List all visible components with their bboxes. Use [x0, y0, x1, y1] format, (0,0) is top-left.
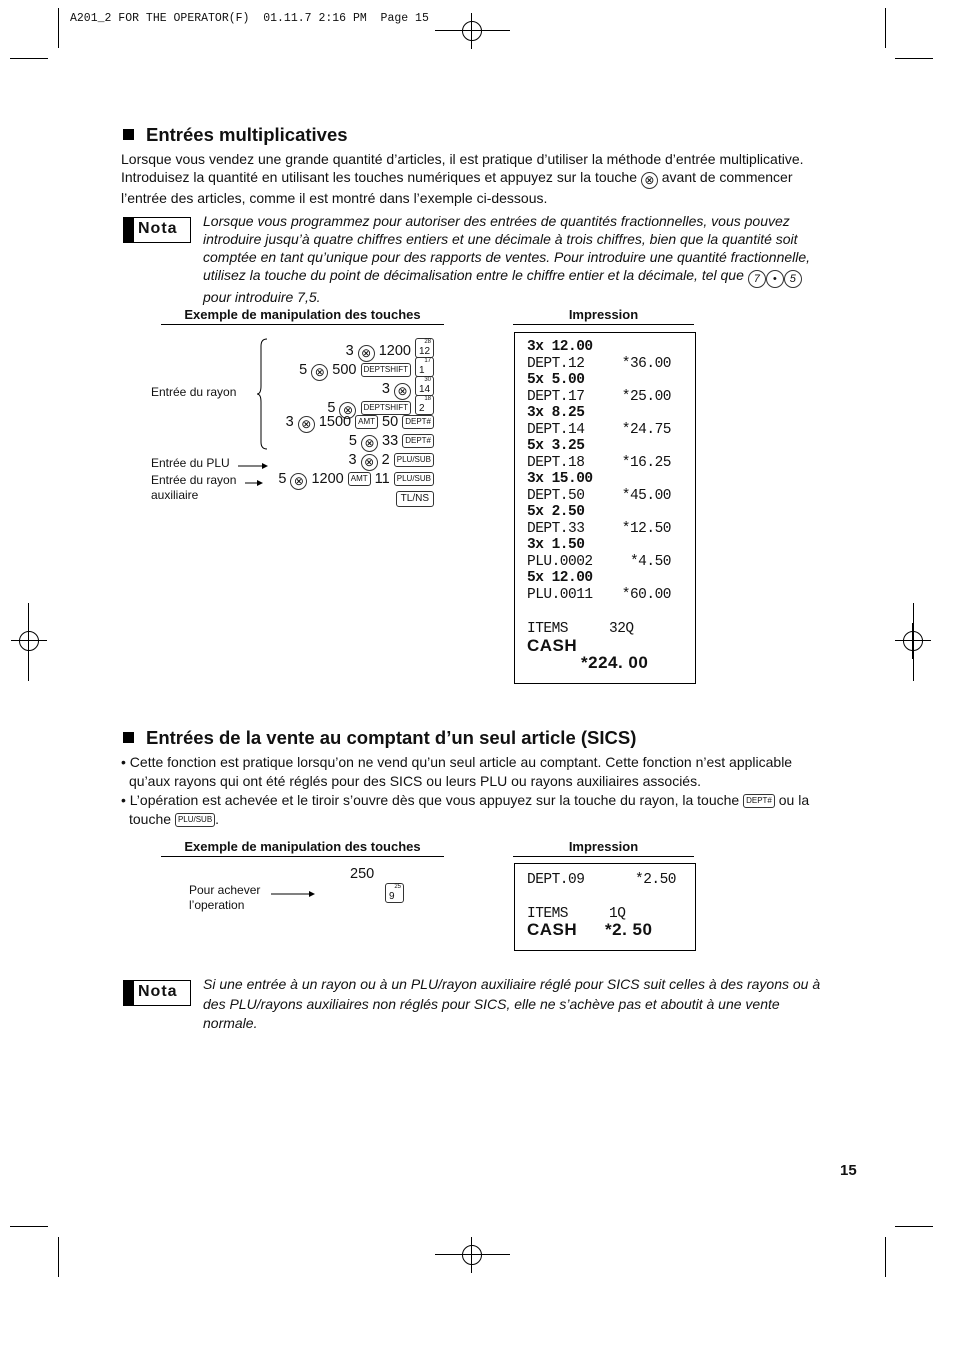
key-num: 2	[419, 403, 425, 414]
crop-mark	[913, 603, 914, 681]
nota-label: Nota	[138, 220, 178, 237]
qty: 5	[348, 433, 357, 449]
key-line	[278, 471, 434, 490]
receipt-line: PLU.0011	[527, 586, 593, 603]
multiply-key-icon: ⊗	[361, 454, 378, 471]
multiply-key-icon: ⊗	[298, 416, 315, 433]
label-line: l’operation	[189, 898, 245, 912]
receipt-line: 5x 3.25	[527, 438, 585, 454]
plu-sub-key-icon: PLU/SUB	[394, 472, 434, 486]
key-sup: 28	[424, 339, 431, 345]
paragraph-line: l’entrée des articles, comme il est montré dans l’exemple ci-dessous.	[121, 190, 548, 206]
nota-line: Si une entrée à un rayon ou à un PLU/rayon auxiliaire réglé pour SICS suit celles à des rayons ou à	[203, 976, 821, 992]
print-header: Impression	[513, 307, 694, 325]
nota-text	[203, 975, 853, 1034]
nota-line: introduire jusqu’à quatre chiffres entiers et une décimale à trois chiffres, bien que la quantité soit	[203, 231, 798, 247]
receipt-line: DEPT.14	[527, 421, 585, 438]
code: 2	[381, 452, 390, 468]
key-line	[396, 491, 434, 507]
print-header: Impression	[513, 839, 694, 857]
dept-key-icon	[415, 376, 434, 396]
label-plu-entry: Entrée du PLU	[151, 456, 230, 470]
arrow-icon	[271, 886, 317, 904]
nota-badge	[123, 217, 191, 243]
registration-mark-icon	[11, 623, 47, 659]
key-sup: 17	[424, 358, 431, 364]
nota-line: comptée en tant qu’unique pour des rapports de ventes. Pour introduire une quantité fractionnelle,	[203, 249, 811, 265]
key-sup: 18	[424, 396, 431, 402]
section-title-text: Entrées multiplicatives	[146, 124, 348, 145]
key-line	[286, 414, 434, 433]
key-example-header: Exemple de manipulation des touches	[161, 307, 444, 325]
multiply-key-icon: ⊗	[358, 345, 375, 362]
receipt-amount: *16.25	[621, 454, 671, 471]
amt-key-icon: AMT	[348, 472, 371, 486]
bullet-square-icon	[123, 732, 134, 743]
nota-badge	[123, 980, 191, 1006]
crop-mark	[895, 58, 933, 59]
key-sequence	[262, 336, 434, 516]
crop-mark	[10, 1226, 48, 1227]
nota-line	[203, 266, 843, 288]
paragraph-line: Lorsque vous vendez une grande quantité d’articles, il est pratique d’utiliser la méthode d’entrée multiplicative.	[121, 151, 804, 167]
receipt-line: 5x 12.00	[527, 570, 593, 586]
crop-mark	[895, 1226, 933, 1227]
key-7-icon: 7	[748, 270, 766, 288]
crop-mark	[885, 8, 886, 48]
receipt-line: 5x 2.50	[527, 504, 585, 520]
receipt-2	[514, 863, 696, 951]
multiply-key-icon: ⊗	[361, 435, 378, 452]
bullet-line: qu’aux rayons qui ont été réglés pour des SICS ou leurs PLU ou rayons auxiliaires associés.	[129, 773, 701, 789]
price: 500	[332, 362, 357, 378]
code: 11	[374, 471, 390, 487]
dept-key-icon	[415, 357, 434, 377]
dept-code-key-icon: DEPT#	[743, 794, 775, 808]
receipt-line: DEPT.12	[527, 355, 585, 372]
qty: 3	[381, 381, 390, 397]
price: 1500	[318, 414, 352, 430]
dept-key-icon	[415, 338, 434, 358]
amt-key-icon: AMT	[355, 415, 378, 429]
nota-line-text: utilisez la touche du point de décimalisation entre le chiffre entier et la décimale, tel que	[203, 267, 744, 283]
key-num: 12	[419, 346, 431, 357]
receipt-amount: *36.00	[621, 355, 671, 372]
multiply-key-icon: ⊗	[290, 473, 307, 490]
receipt-cash-total: *2. 50	[605, 920, 653, 939]
receipt-line: DEPT.17	[527, 388, 585, 405]
label-finish	[189, 883, 260, 913]
paragraph-text: Introduisez la quantité en utilisant les touches numériques et appuyez sur la touche	[121, 169, 637, 185]
crop-mark	[58, 8, 59, 48]
qty: 3	[345, 343, 354, 359]
receipt-line: DEPT.50	[527, 487, 585, 504]
registration-mark-icon	[454, 1237, 490, 1273]
multiply-key-icon: ⊗	[339, 402, 356, 419]
receipt-amount: *24.75	[621, 421, 671, 438]
qty: 3	[348, 452, 357, 468]
section-title-text: Entrées de la vente au comptant d’un seul article (SICS)	[146, 727, 637, 748]
price: 1200	[311, 471, 344, 487]
print-header-line: A201_2 FOR THE OPERATOR(F) 01.11.7 2:16 PM Page 15	[70, 12, 429, 25]
key-sup: 25	[394, 884, 401, 890]
paragraph-text: avant de commencer	[661, 169, 793, 185]
nota-line: normale.	[203, 1015, 258, 1031]
label-line: Entrée du rayon	[151, 473, 237, 487]
sics-bullets	[121, 753, 841, 829]
paragraph-line	[121, 168, 841, 189]
key-line	[349, 433, 434, 452]
crop-mark	[28, 603, 29, 681]
key-point-icon: •	[766, 270, 784, 288]
section-title	[123, 124, 348, 146]
receipt-amount: *12.50	[621, 520, 671, 537]
crop-mark	[885, 1237, 886, 1277]
receipt-line: DEPT.18	[527, 454, 585, 471]
nota-line: pour introduire 7,5.	[203, 289, 321, 305]
label-aux-entry	[151, 473, 236, 503]
receipt-items: ITEMS 32Q	[527, 621, 634, 637]
receipt-amount: *2.50	[635, 872, 677, 888]
qty: 5	[278, 471, 287, 487]
dept-code-key-icon: DEPT#	[402, 415, 434, 429]
key-num: 9	[389, 891, 395, 902]
multiply-key-icon: ⊗	[641, 172, 658, 189]
bullet-text: touche	[129, 811, 172, 827]
intro-paragraph	[121, 150, 841, 207]
nota-line: Lorsque vous programmez pour autoriser des entrées de quantités fractionnelles, vous pouvez	[203, 213, 790, 229]
page-number: 15	[840, 1162, 857, 1179]
nota-label: Nota	[138, 983, 178, 1000]
dept-9-key	[385, 883, 404, 905]
deptshift-key-icon: DEPTSHIFT	[361, 401, 411, 415]
key-sup: 30	[424, 377, 431, 383]
key-5-icon: 5	[784, 270, 802, 288]
crop-mark	[58, 1237, 59, 1277]
price: 1200	[378, 343, 411, 359]
receipt-amount: *25.00	[621, 388, 671, 405]
qty: 5	[327, 400, 336, 416]
receipt-cash-label: CASH	[527, 920, 578, 939]
key-num: 14	[419, 384, 431, 395]
amount: 250	[350, 866, 375, 882]
deptshift-key-icon: DEPTSHIFT	[361, 363, 411, 377]
receipt-line: 3x 15.00	[527, 471, 593, 487]
receipt-line: 3x 8.25	[527, 405, 585, 421]
receipt-line: DEPT.33	[527, 520, 585, 537]
tl-ns-key-icon: TL/NS	[396, 491, 434, 507]
receipt-line: PLU.0002	[527, 553, 593, 570]
label-line: auxiliaire	[151, 488, 199, 502]
crop-mark	[10, 58, 48, 59]
multiply-key-icon: ⊗	[311, 364, 328, 381]
receipt-line: 3x 12.00	[527, 339, 593, 355]
label-dept-entry: Entrée du rayon	[151, 385, 237, 399]
nota-text	[203, 212, 843, 306]
bullet-text: ou la	[778, 792, 810, 808]
qty: 5	[299, 362, 308, 378]
code: 50	[382, 414, 399, 430]
key-line	[349, 452, 434, 471]
dept-key-icon	[415, 395, 434, 415]
receipt-line: 3x 1.50	[527, 537, 585, 553]
key-example-header: Exemple de manipulation des touches	[161, 839, 444, 857]
nota-line: des PLU/rayons auxiliaires non réglés pour SICS, elle ne s’achève pas et aboutit à une vente	[203, 995, 780, 1012]
receipt-cash-label: CASH	[527, 636, 578, 655]
label-line: Pour achever	[189, 883, 261, 897]
receipt-cash-total: *224. 00	[581, 653, 649, 672]
receipt-line: 5x 5.00	[527, 372, 585, 388]
receipt-amount: *45.00	[621, 487, 671, 504]
plu-sub-key-icon: PLU/SUB	[175, 813, 215, 827]
registration-mark-icon	[454, 13, 490, 49]
receipt-line: DEPT.09	[527, 872, 585, 888]
receipt-1	[514, 332, 696, 684]
code: 33	[382, 433, 399, 449]
bullet-line: touche PLU/SUB .	[129, 811, 220, 827]
receipt-amount: *4.50	[629, 553, 671, 570]
dept-code-key-icon: DEPT#	[402, 434, 434, 448]
multiply-key-icon: ⊗	[394, 383, 411, 400]
key-num: 1	[419, 365, 425, 376]
qty: 3	[285, 414, 294, 430]
bullet-text: • L’opération est achevée et le tiroir s’ouvre dès que vous appuyez sur la touche du rayon, la touche	[121, 792, 740, 808]
receipt-items: ITEMS 1Q	[527, 906, 626, 922]
plu-sub-key-icon: PLU/SUB	[394, 453, 434, 467]
receipt-amount: *60.00	[621, 586, 671, 603]
bullet-square-icon	[123, 129, 134, 140]
dept-key-icon	[385, 883, 404, 903]
bullet-line: • Cette fonction est pratique lorsqu’on ne vend qu’un seul article au comptant. Cette fonction n’est applicable	[121, 754, 793, 770]
section-title	[123, 727, 636, 749]
bullet-line	[121, 791, 841, 810]
